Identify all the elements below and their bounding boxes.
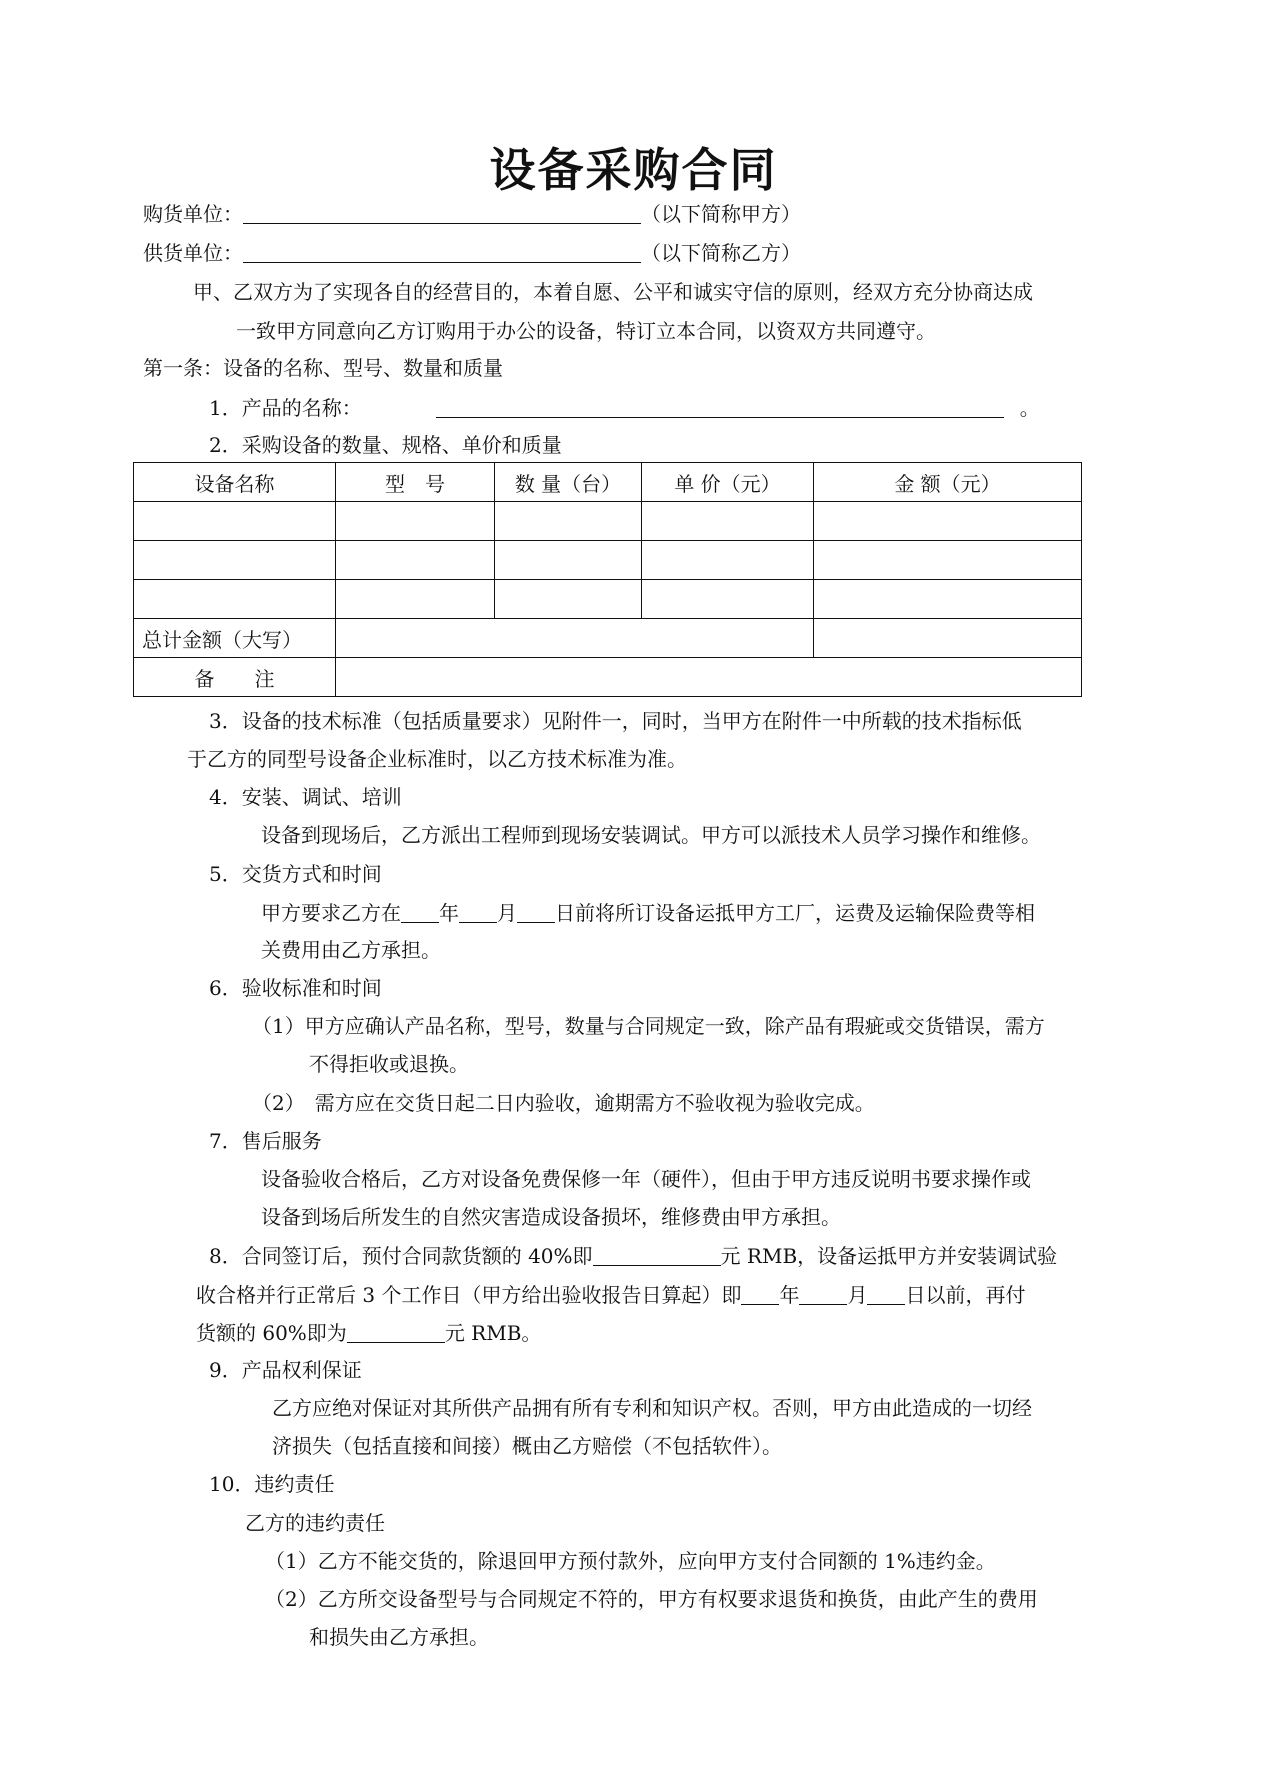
remark-cell[interactable] xyxy=(336,658,1082,697)
seller-line xyxy=(143,242,801,263)
table-cell[interactable] xyxy=(814,502,1082,541)
item1-label: 1．产品的名称： xyxy=(209,396,362,420)
article1-heading: 第一条：设备的名称、型号、数量和质量 xyxy=(143,356,503,380)
item8-text-e: 货额的 60%即为 xyxy=(196,1321,347,1345)
table-cell[interactable] xyxy=(336,502,495,541)
equipment-table xyxy=(133,462,1082,697)
item6-sub2: （2） 需方应在交货日起二日内验收，逾期需方不验收视为验收完成。 xyxy=(252,1091,875,1115)
total-amount-cell[interactable] xyxy=(814,619,1082,658)
total-words-cell[interactable] xyxy=(336,619,814,658)
item7-line-2: 设备到场后所发生的自然灾害造成设备损坏，维修费由甲方承担。 xyxy=(261,1205,841,1229)
item6-heading: 6．验收标准和时间 xyxy=(209,976,382,1000)
item4-heading: 4．安装、调试、培训 xyxy=(209,785,402,809)
header-equipment-name: 设备名称 xyxy=(134,463,336,502)
item8-text-b: 元 RMB，设备运抵甲方并安装调试验 xyxy=(720,1244,1058,1268)
intro-line-1: 甲、乙双方为了实现各自的经营目的，本着自愿、公平和诚实守信的原则，经双方充分协商达成 xyxy=(193,280,1033,304)
item8-text-a: 8．合同签订后，预付合同款货额的 40%即 xyxy=(209,1244,593,1268)
item5-text-b: 日前将所订设备运抵甲方工厂，运费及运输保险费等相 xyxy=(555,901,1035,925)
table-cell[interactable] xyxy=(814,541,1082,580)
item10-sub2-line-1: （2）乙方所交设备型号与合同规定不符的，甲方有权要求退货和换货，由此产生的费用 xyxy=(265,1587,1038,1611)
item8-text-c: 收合格并行正常后 3 个工作日（甲方给出验收报告日算起）即 xyxy=(196,1283,742,1307)
table-cell[interactable] xyxy=(814,580,1082,619)
item3-line-1: 3．设备的技术标准（包括质量要求）见附件一，同时，当甲方在附件一中所载的技术指标低 xyxy=(209,709,1022,733)
item9-heading: 9．产品权利保证 xyxy=(209,1358,362,1382)
item7-line-1: 设备验收合格后，乙方对设备免费保修一年（硬件），但由于甲方违反说明书要求操作或 xyxy=(261,1167,1031,1191)
item8-line-3 xyxy=(196,1322,541,1343)
item9-line-1: 乙方应绝对保证对其所供产品拥有所有专利和知识产权。否则，甲方由此造成的一切经 xyxy=(272,1396,1032,1420)
product-name-blank[interactable] xyxy=(436,397,1004,418)
buyer-line xyxy=(143,203,801,224)
item1-line xyxy=(209,397,1040,418)
prepay-amount-blank[interactable] xyxy=(593,1245,721,1266)
buyer-label: 购货单位： xyxy=(143,202,243,226)
item6-sub1-line-1: （1）甲方应确认产品名称，型号，数量与合同规定一致，除产品有瑕疵或交货错误，需方 xyxy=(252,1014,1045,1038)
header-model: 型 号 xyxy=(336,463,495,502)
item8-text-d: 日以前，再付 xyxy=(905,1283,1026,1307)
seller-suffix: （以下简称乙方） xyxy=(641,241,801,265)
table-cell[interactable] xyxy=(495,502,642,541)
payment-day-blank[interactable] xyxy=(867,1284,905,1305)
balance-amount-blank[interactable] xyxy=(347,1322,445,1343)
intro-line-2: 一致甲方同意向乙方订购用于办公的设备，特订立本合同，以资双方共同遵守。 xyxy=(236,319,936,343)
item9-line-2: 济损失（包括直接和间接）概由乙方赔偿（不包括软件）。 xyxy=(272,1434,782,1458)
item8-line-2 xyxy=(196,1284,1025,1305)
buyer-suffix: （以下简称甲方） xyxy=(641,202,801,226)
item10-heading: 10．违约责任 xyxy=(209,1472,335,1496)
item8-text-f: 元 RMB。 xyxy=(444,1321,542,1345)
table-cell[interactable] xyxy=(495,541,642,580)
item5-text-a: 甲方要求乙方在 xyxy=(261,901,401,925)
item2-line: 2．采购设备的数量、规格、单价和质量 xyxy=(209,433,562,457)
header-unit-price: 单 价（元） xyxy=(642,463,814,502)
table-cell[interactable] xyxy=(336,580,495,619)
item5-line-2: 关费用由乙方承担。 xyxy=(261,938,441,962)
item3-line-2: 于乙方的同型号设备企业标准时，以乙方技术标准为准。 xyxy=(187,747,687,771)
item1-end: 。 xyxy=(1019,396,1040,420)
table-cell[interactable] xyxy=(336,541,495,580)
delivery-year-blank[interactable] xyxy=(401,902,439,923)
header-quantity: 数 量（台） xyxy=(495,463,642,502)
total-label: 总计金额（大写） xyxy=(134,619,336,658)
table-cell[interactable] xyxy=(642,580,814,619)
month-label: 月 xyxy=(497,901,517,925)
total-row xyxy=(134,619,1082,658)
seller-label: 供货单位： xyxy=(143,241,243,265)
item5-line-1 xyxy=(261,902,1035,923)
item4-body: 设备到现场后，乙方派出工程师到现场安装调试。甲方可以派技术人员学习操作和维修。 xyxy=(261,823,1041,847)
delivery-month-blank[interactable] xyxy=(459,902,497,923)
remark-label: 备 注 xyxy=(134,658,336,697)
table-cell[interactable] xyxy=(134,580,336,619)
header-amount: 金 额（元） xyxy=(814,463,1082,502)
item10-sub1: （1）乙方不能交货的，除退回甲方预付款外，应向甲方支付合同额的 1%违约金。 xyxy=(265,1549,996,1573)
buyer-blank[interactable] xyxy=(243,203,641,224)
item10-sub2-line-2: 和损失由乙方承担。 xyxy=(309,1625,489,1649)
table-header-row xyxy=(134,463,1082,502)
table-cell[interactable] xyxy=(642,541,814,580)
item7-heading: 7．售后服务 xyxy=(209,1129,322,1153)
seller-blank[interactable] xyxy=(243,242,641,263)
month-label: 月 xyxy=(847,1283,868,1307)
table-row xyxy=(134,541,1082,580)
year-label: 年 xyxy=(779,1283,800,1307)
item6-sub1-line-2: 不得拒收或退换。 xyxy=(309,1052,469,1076)
year-label: 年 xyxy=(439,901,459,925)
payment-year-blank[interactable] xyxy=(741,1284,779,1305)
remark-row xyxy=(134,658,1082,697)
table-cell[interactable] xyxy=(134,502,336,541)
document-title: 设备采购合同 xyxy=(489,143,778,197)
delivery-day-blank[interactable] xyxy=(517,902,555,923)
item5-heading: 5．交货方式和时间 xyxy=(209,862,382,886)
payment-month-blank[interactable] xyxy=(799,1284,847,1305)
table-row xyxy=(134,580,1082,619)
table-cell[interactable] xyxy=(642,502,814,541)
table-row xyxy=(134,502,1082,541)
table-cell[interactable] xyxy=(495,580,642,619)
table-cell[interactable] xyxy=(134,541,336,580)
item10-sub-heading: 乙方的违约责任 xyxy=(245,1511,385,1535)
item8-line-1 xyxy=(209,1245,1057,1266)
